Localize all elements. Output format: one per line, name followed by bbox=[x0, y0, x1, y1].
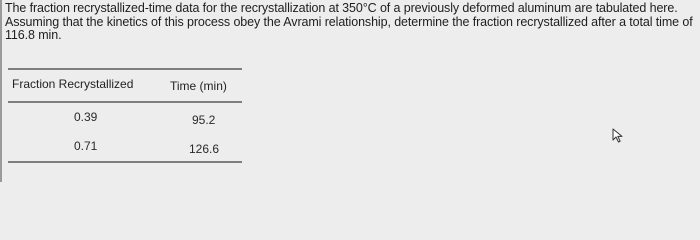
row-2-time: 126.6 bbox=[189, 142, 220, 156]
mouse-pointer-icon bbox=[612, 128, 624, 144]
left-border bbox=[0, 0, 2, 182]
problem-statement bbox=[5, 2, 695, 43]
row-1-fraction: 0.39 bbox=[74, 110, 98, 124]
problem-line-1: The fraction recrystallized-time data for the recrystallization at 350°C of a previously deformed aluminum are tabulated here. bbox=[5, 1, 678, 15]
table-top-rule bbox=[8, 68, 242, 70]
row-1-time: 95.2 bbox=[192, 113, 216, 127]
header-fraction-recrystallized: Fraction Recrystallized bbox=[12, 77, 134, 91]
problem-line-3: 116.8 min. bbox=[5, 28, 62, 42]
header-time: Time (min) bbox=[170, 79, 227, 93]
table-header-rule bbox=[8, 101, 242, 103]
row-2-fraction: 0.71 bbox=[74, 139, 98, 153]
table-bottom-rule bbox=[8, 161, 242, 163]
problem-line-2: Assuming that the kinetics of this process obey the Avrami relationship, determine the fraction recrystallized after a total time of bbox=[5, 14, 693, 29]
